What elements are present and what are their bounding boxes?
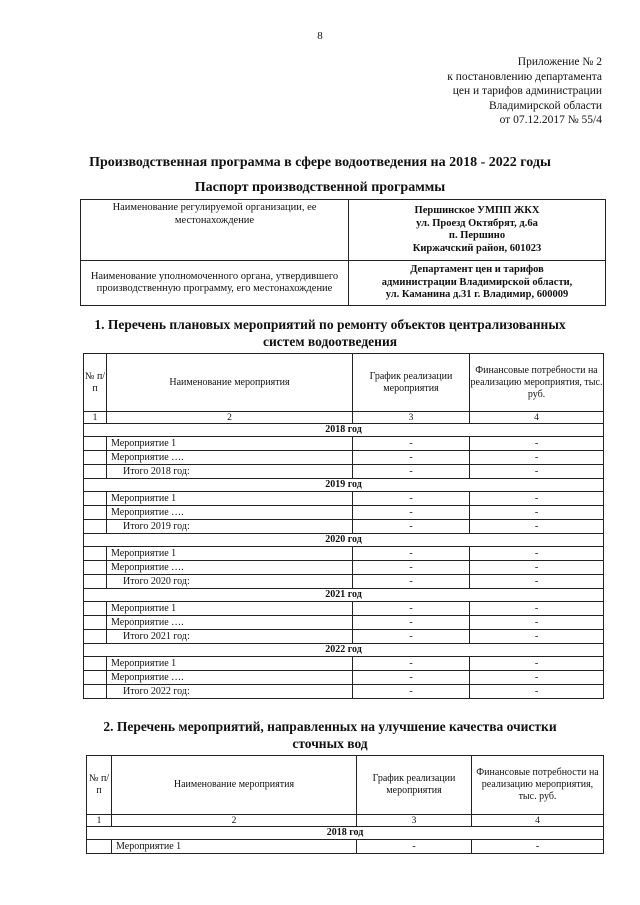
activity-name: Мероприятие 1	[107, 492, 353, 506]
year-label: 2019 год	[84, 479, 604, 492]
table-row	[84, 492, 604, 506]
year-row	[84, 644, 604, 657]
finance-cell: -	[470, 492, 604, 506]
passport-value-line: Киржачский район, 601023	[412, 242, 542, 254]
row-number-cell	[84, 451, 107, 465]
column-number: 4	[470, 412, 604, 424]
activity-name: Мероприятие ….	[107, 616, 353, 630]
activity-name: Итого 2022 год:	[107, 685, 353, 699]
section2-table	[86, 755, 604, 854]
column-number: 4	[472, 815, 604, 827]
passport-value-line: администрации Владимирской области,	[381, 276, 573, 288]
table-row	[84, 616, 604, 630]
schedule-cell: -	[353, 575, 470, 589]
passport-value	[349, 261, 606, 306]
year-label: 2022 год	[84, 644, 604, 657]
schedule-cell: -	[353, 451, 470, 465]
schedule-cell: -	[353, 602, 470, 616]
finance-cell: -	[470, 561, 604, 575]
table-row	[84, 506, 604, 520]
schedule-cell: -	[353, 506, 470, 520]
finance-cell: -	[470, 547, 604, 561]
activity-name: Итого 2018 год:	[107, 465, 353, 479]
passport-value-line: Департамент цен и тарифов	[410, 264, 544, 276]
finance-cell: -	[470, 575, 604, 589]
table-row	[84, 437, 604, 451]
column-number: 2	[112, 815, 357, 827]
appendix-line: от 07.12.2017 № 55/4	[499, 114, 602, 126]
passport-value-line: ул. Проезд Октябрят, д.6а	[416, 217, 538, 229]
row-number-cell	[87, 840, 112, 854]
page-number: 8	[317, 30, 323, 42]
header-name: Наименование мероприятия	[107, 354, 353, 412]
finance-cell: -	[470, 437, 604, 451]
header-schedule: График реализации мероприятия	[353, 354, 470, 412]
column-number: 3	[353, 412, 470, 424]
passport-label: Наименование уполномоченного органа, утвердившего производственную программу, его местонахождение	[81, 261, 349, 306]
activity-name: Мероприятие ….	[107, 671, 353, 685]
table-row	[84, 520, 604, 534]
passport-value	[349, 200, 606, 261]
schedule-cell: -	[353, 465, 470, 479]
appendix-line: Владимирской области	[488, 99, 602, 112]
schedule-cell: -	[357, 840, 472, 854]
activity-name: Мероприятие 1	[107, 547, 353, 561]
table-row	[87, 840, 604, 854]
schedule-cell: -	[353, 685, 470, 699]
row-number-cell	[84, 616, 107, 630]
section1-title-line: 1. Перечень плановых мероприятий по ремонту объектов централизованных	[94, 317, 566, 332]
finance-cell: -	[470, 465, 604, 479]
finance-cell: -	[470, 630, 604, 644]
table-header-row	[87, 756, 604, 815]
column-number-row	[84, 412, 604, 424]
row-number-cell	[84, 465, 107, 479]
schedule-cell: -	[353, 437, 470, 451]
year-row	[87, 827, 604, 840]
header-no: № п/п	[87, 756, 112, 815]
column-number: 1	[84, 412, 107, 424]
schedule-cell: -	[353, 492, 470, 506]
main-title: Производственная программа в сфере водоотведения на 2018 - 2022 годы	[89, 155, 551, 170]
table-row	[84, 685, 604, 699]
header-finance: Финансовые потребности на реализацию мероприятия, тыс. руб.	[472, 756, 604, 815]
section1-title	[60, 316, 600, 350]
column-number: 3	[357, 815, 472, 827]
passport-value-line: Першинское УМПП ЖКХ	[414, 205, 540, 216]
finance-cell: -	[472, 840, 604, 854]
passport-value-line: ул. Каманина д.31 г. Владимир, 600009	[385, 289, 569, 301]
finance-cell: -	[470, 451, 604, 465]
schedule-cell: -	[353, 547, 470, 561]
finance-cell: -	[470, 685, 604, 699]
finance-cell: -	[470, 520, 604, 534]
activity-name: Мероприятие 1	[112, 840, 357, 854]
schedule-cell: -	[353, 616, 470, 630]
activity-name: Мероприятие ….	[107, 451, 353, 465]
header-finance: Финансовые потребности на реализацию мероприятия, тыс. руб.	[470, 354, 604, 412]
schedule-cell: -	[353, 657, 470, 671]
appendix-block	[447, 55, 602, 128]
year-label: 2020 год	[84, 534, 604, 547]
schedule-cell: -	[353, 630, 470, 644]
finance-cell: -	[470, 602, 604, 616]
row-number-cell	[84, 547, 107, 561]
header-schedule: График реализации мероприятия	[357, 756, 472, 815]
schedule-cell: -	[353, 561, 470, 575]
schedule-cell: -	[353, 520, 470, 534]
finance-cell: -	[470, 671, 604, 685]
section2-title-line: сточных вод	[292, 736, 368, 751]
passport-row	[81, 261, 606, 306]
section2-title-line: 2. Перечень мероприятий, направленных на улучшение качества очистки	[103, 719, 557, 734]
activity-name: Мероприятие 1	[107, 437, 353, 451]
header-no: № п/п	[84, 354, 107, 412]
passport-table	[80, 199, 606, 306]
finance-cell: -	[470, 657, 604, 671]
year-label: 2021 год	[84, 589, 604, 602]
finance-cell: -	[470, 506, 604, 520]
year-row	[84, 534, 604, 547]
row-number-cell	[84, 602, 107, 616]
year-label: 2018 год	[84, 424, 604, 437]
activity-name: Мероприятие 1	[107, 657, 353, 671]
activity-name: Мероприятие ….	[107, 561, 353, 575]
activity-name: Итого 2019 год:	[107, 520, 353, 534]
activity-name: Мероприятие 1	[107, 602, 353, 616]
table-row	[84, 671, 604, 685]
table-row	[84, 547, 604, 561]
schedule-cell: -	[353, 671, 470, 685]
row-number-cell	[84, 685, 107, 699]
table-row	[84, 451, 604, 465]
column-number: 1	[87, 815, 112, 827]
column-number-row	[87, 815, 604, 827]
section1-title-line: систем водоотведения	[262, 334, 398, 349]
passport-value-line: п. Першино	[448, 230, 506, 241]
section2-title	[60, 718, 600, 752]
activity-name: Итого 2021 год:	[107, 630, 353, 644]
table-row	[84, 602, 604, 616]
appendix-line: Приложение № 2	[517, 56, 602, 68]
row-number-cell	[84, 630, 107, 644]
row-number-cell	[84, 671, 107, 685]
table-row	[84, 630, 604, 644]
table-row	[84, 575, 604, 589]
appendix-line: к постановлению департамента	[447, 70, 602, 83]
activity-name: Итого 2020 год:	[107, 575, 353, 589]
header-name: Наименование мероприятия	[112, 756, 357, 815]
section1-table	[83, 353, 604, 699]
passport-label: Наименование регулируемой организации, ее местонахождение	[81, 200, 349, 261]
row-number-cell	[84, 561, 107, 575]
column-number: 2	[107, 412, 353, 424]
year-row	[84, 589, 604, 602]
table-row	[84, 465, 604, 479]
row-number-cell	[84, 520, 107, 534]
year-row	[84, 424, 604, 437]
passport-title: Паспорт производственной программы	[194, 180, 446, 195]
table-row	[84, 561, 604, 575]
appendix-line: цен и тарифов администрации	[452, 85, 602, 97]
row-number-cell	[84, 657, 107, 671]
year-row	[84, 479, 604, 492]
row-number-cell	[84, 575, 107, 589]
passport-row	[81, 200, 606, 261]
year-label: 2018 год	[87, 827, 604, 840]
row-number-cell	[84, 506, 107, 520]
row-number-cell	[84, 492, 107, 506]
finance-cell: -	[470, 616, 604, 630]
table-row	[84, 657, 604, 671]
table-header-row	[84, 354, 604, 412]
row-number-cell	[84, 437, 107, 451]
activity-name: Мероприятие ….	[107, 506, 353, 520]
